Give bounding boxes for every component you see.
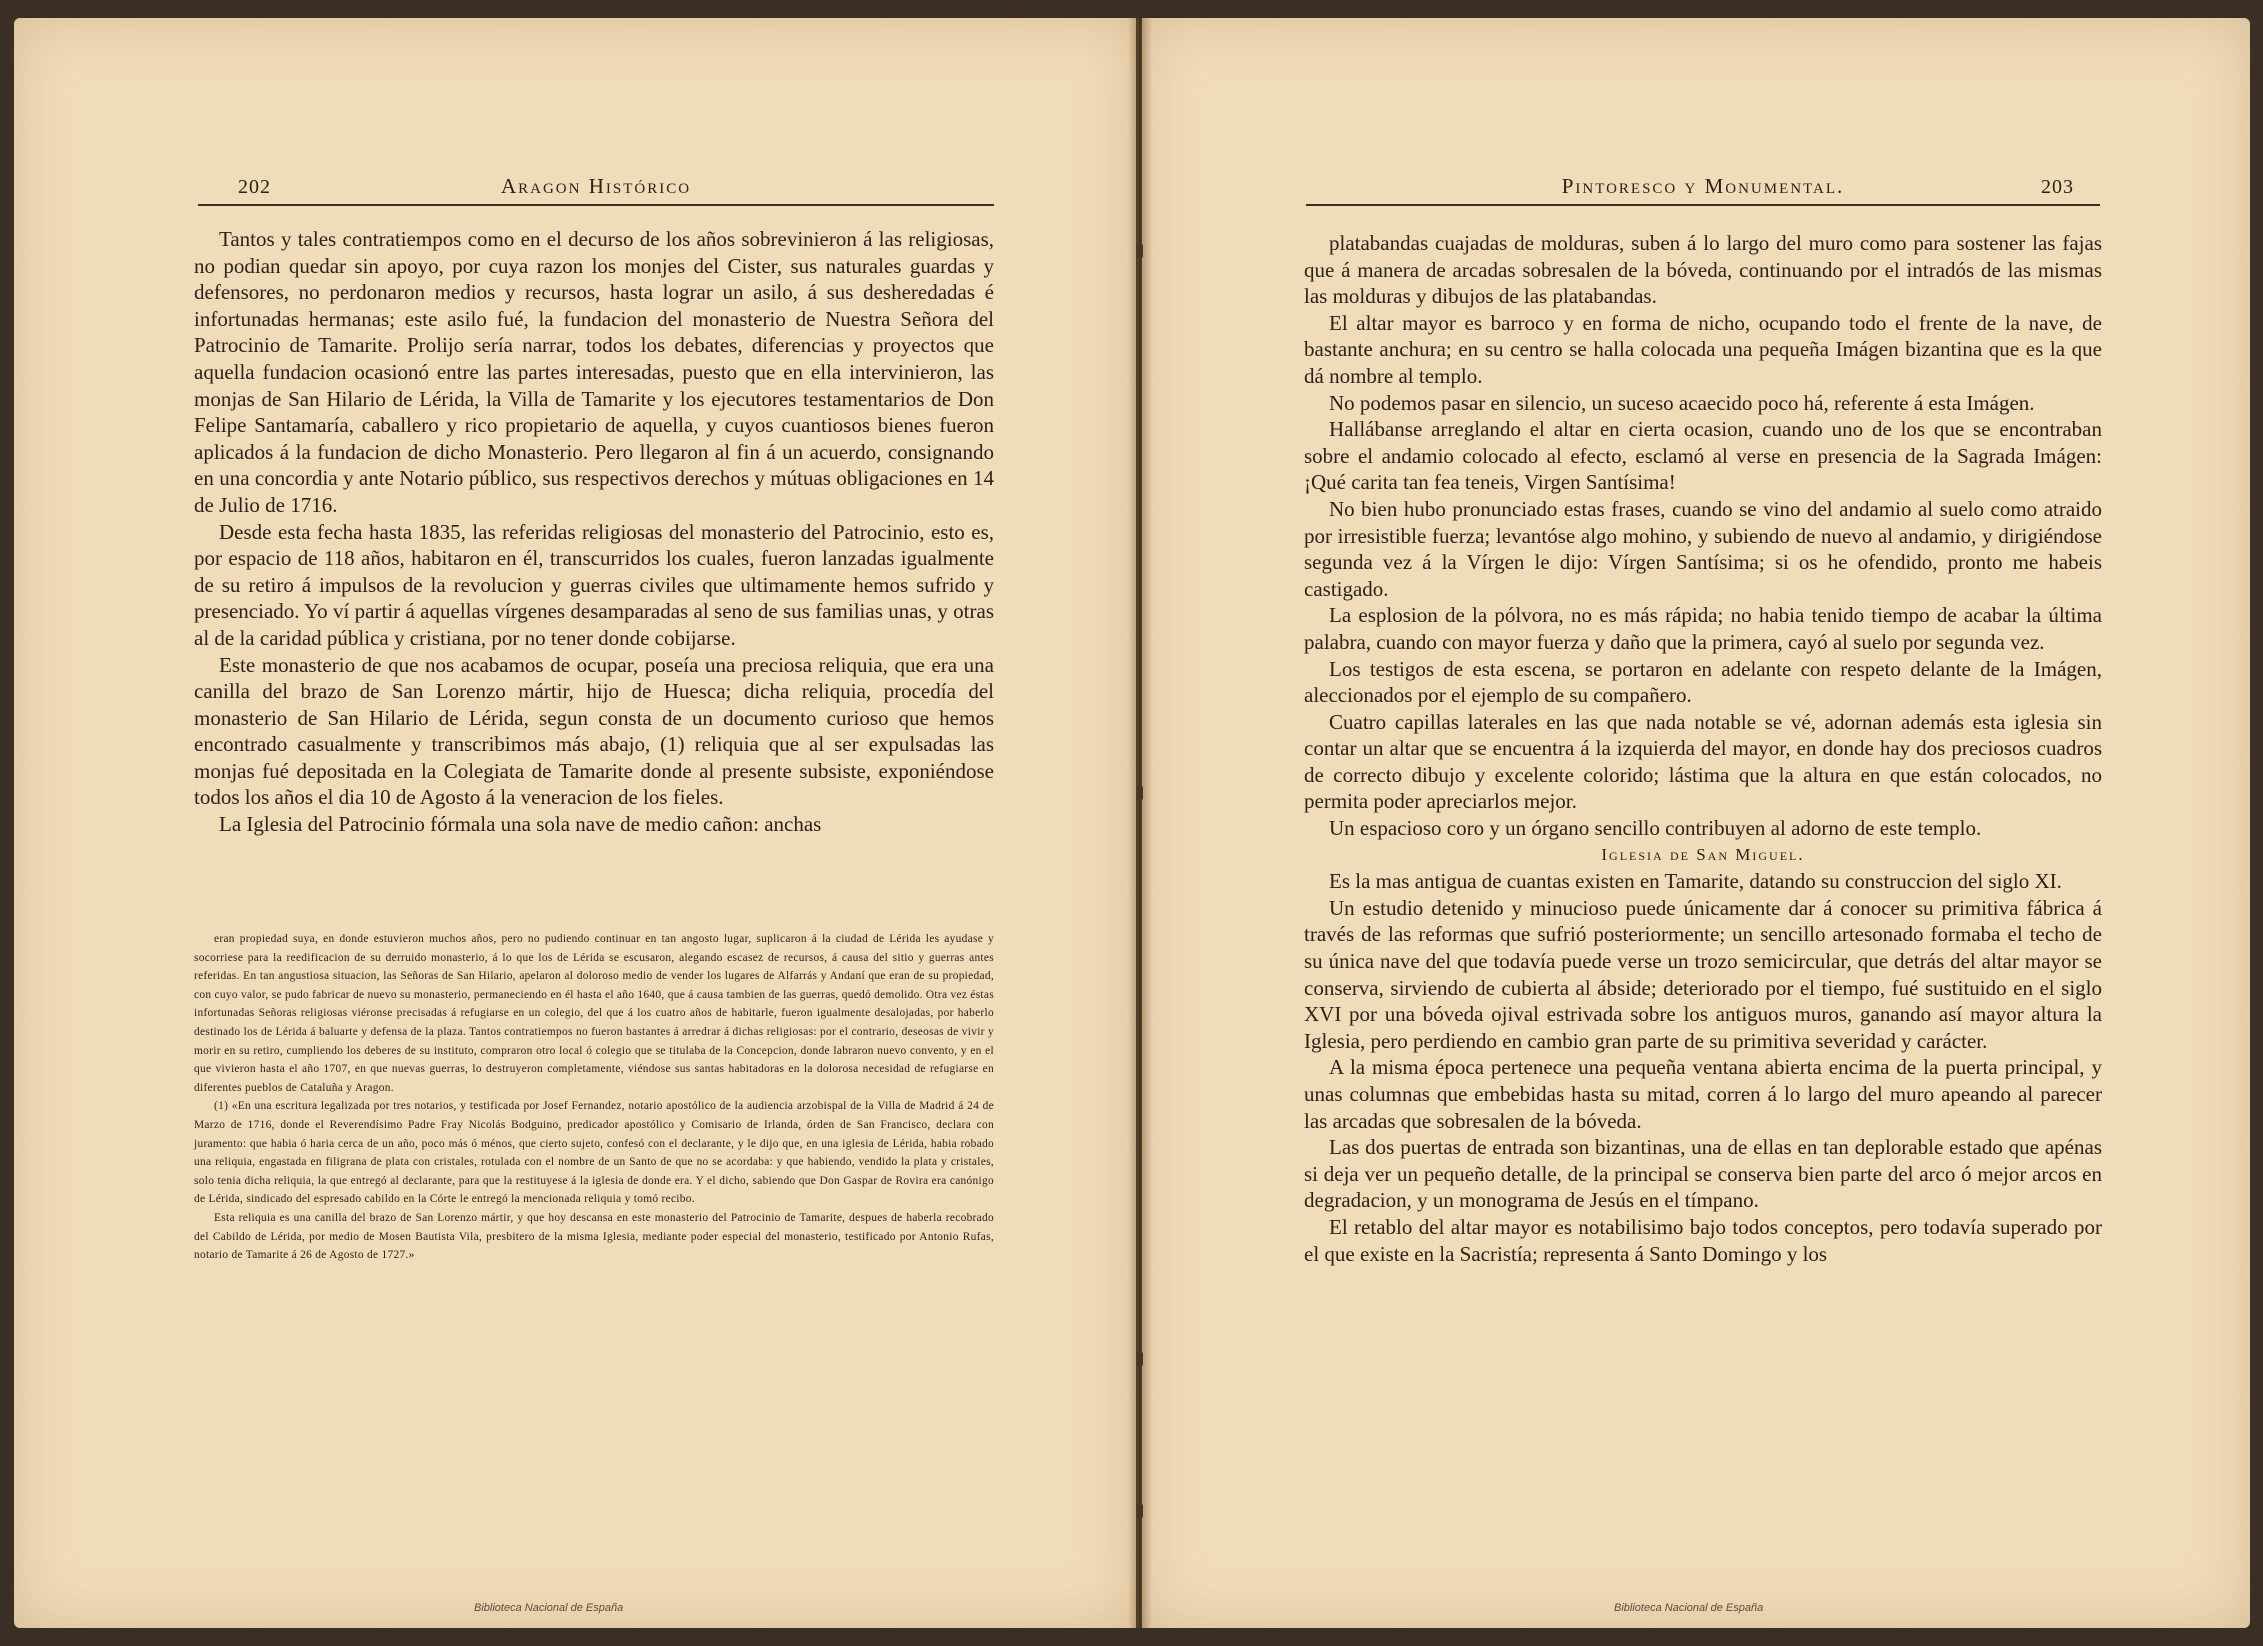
right-paragraph-1: platabandas cuajadas de molduras, suben á lo largo del muro como para sostener las fajas que á manera de arcadas sobresalen de la bóveda, continuando por el intradós de las mismas las molduras y dibujos de las platabandas. — [1304, 231, 2102, 309]
left-library-mark: Biblioteca Nacional de España — [474, 1602, 624, 1614]
footnote-continuation: eran propiedad suya, en donde estuvieron muchos años, pero no pudiendo continuar en tan angosto lugar, suplicaron á la ciudad de Lérida les ayudase y socorriese para la reedificacion de su derruido monasterio, á lo que los de Lérida se escusaron, alegando escasez de recursos, á causa del sitio y guerras antes referidas. En tan angustiosa situacion, las Señoras de San Hilario, apelaron al doloroso medio de vender los lugares de Alfarrás y Andaní que eran de su propiedad, con cuyo valor, se pudo fabricar de nuevo su monasterio, permaneciendo en él hasta el año 1640, que á causa tambien de las guerras, quedó demolido. Otra vez éstas infortunadas Señoras religiosas viéronse precisadas á refugiarse en un colegio, del que á los cuatro años de habitarle, fueron igualmente desalojadas, por haberlo destinado los de Lérida á baluarte y defensa de la plaza. Tantos contratiempos no fueron bastantes á arredrar á dichas religiosas: por el contrario, deseosas de vivir y morir en su retiro, cumpliendo los deberes de su instituto, compraron otro local ó colegio que se titulaba de la Concepcion, donde labraron nuevo convento, y en el que vivieron hasta el año 1707, en que nuevas guerras, lo destruyeron completamente, viéndose sus santas habitadoras en la dolorosa necesidad de refugiarse en diferentes pueblos de Cataluña y Aragon. — [194, 933, 994, 1094]
right-body-text — [1304, 230, 2102, 1267]
right-paragraph-10: Es la mas antigua de cuantas existen en Tamarite, datando su construccion del siglo XI. — [1329, 869, 2062, 894]
left-running-title: Aragon Histórico — [500, 174, 692, 198]
binding-stitch — [1137, 1352, 1143, 1366]
right-paragraph-6: La esplosion de la pólvora, no es más rápida; no habia tenido tiempo de acabar la última palabra, cuando con mayor fuerza y daño que la primera, cayó al suelo por segunda vez. — [1304, 603, 2102, 654]
binding-stitch — [1137, 1504, 1143, 1518]
right-library-mark: Biblioteca Nacional de España — [1614, 1602, 1764, 1614]
left-paragraph-2: Desde esta fecha hasta 1835, las referidas religiosas del monasterio del Patrocinio, esto es, por espacio de 118 años, habitaron en él, transcurridos los cuales, fueron lanzadas igualmente de su retiro á impulsos de la revolucion y guerras civiles que ultimamente hemos sufrido y presenciado. Yo ví partir á aquellas vírgenes desamparadas al seno de sus familias unas, y otras al de la caridad pública y cristiana, por no tener donde cobijarse. — [194, 519, 994, 650]
right-paragraph-13: Las dos puertas de entrada son bizantinas, una de ellas en tan deplorable estado que apénas si deja ver un pequeño detalle, de la principal se conserva bien parte del arco ó mejor arcos en degradacion, y un monograma de Jesús en el tímpano. — [1304, 1135, 2102, 1213]
left-body-text — [194, 226, 994, 838]
footnote-1-continued: Esta reliquia es una canilla del brazo de San Lorenzo mártir, y que hoy descansa en este monasterio del Patrocinio de Tamarite, despues de haberla recobrado del Cabildo de Lérida, por medio de Mosen Bautista Vila, presbitero de la misma Iglesia, mediante poder especial del monasterio, testificado por Antonio Rufas, notario de Tamarite á 26 de Agosto de 1727.» — [194, 1211, 994, 1262]
right-paragraph-11: Un estudio detenido y minucioso puede únicamente dar á conocer su primitiva fábrica á través de las reformas que sufrió posteriormente; un sencillo artesonado formaba el techo de su única nave del que todavía puede verse un trozo semicircular, que detrás del altar mayor se conserva, sirviendo de cubierta al ábside; deteriorado por el tiempo, fué sustituido en el siglo XVI por una bóveda ojival estrivada sobre los antiguos muros, ganando así mayor altura la Iglesia, pero perdiendo en cambio gran parte de su primitiva severidad y carácter. — [1304, 895, 2102, 1053]
right-running-head — [1306, 168, 2100, 206]
left-paragraph-1: Tantos y tales contratiempos como en el decurso de los años sobrevinieron á las religiosas, no podian quedar sin apoyo, por cuya razon los monjes del Cister, sus naturales guardas y defensores, no perdonaron medios y recursos, hasta lograr un asilo, á sus desheredadas é infortunadas hermanas; este asilo fué, la fundacion del monasterio de Nuestra Señora del Patrocinio de Tamarite. Prolijo sería narrar, todos los debates, diferencias y proyectos que aquella fundacion ocasionó entre las partes interesadas, puesto que en ella intervinieron, las monjas de San Hilario de Lérida, la Villa de Tamarite y los ejecutores testamentarios de Don Felipe Santamaría, caballero y rico propietario de aquella, y cuyos cuantiosos bienes fueron aplicados á la fundacion de dicho Monasterio. Pero llegaron al fin á un acuerdo, consignando en una concordia y ante Notario público, sus respectivos derechos y mútuas obligaciones en 14 de Julio de 1716. — [194, 227, 994, 517]
section-heading: Iglesia de San Miguel. — [1601, 844, 1805, 864]
binding-stitch — [1137, 786, 1143, 800]
right-paragraph-14: El retablo del altar mayor es notabilisimo bajo todos conceptos, pero todavía superado por el que existe en la Sacristía; representa á Santo Domingo y los — [1304, 1214, 2102, 1266]
right-running-title: Pintoresco y Monumental. — [1561, 174, 1845, 198]
right-paragraph-4: Hallábanse arreglando el altar en cierta ocasion, cuando uno de los que se encontraban sobre el andamio colocado al efecto, esclamó al verse en presencia de la Sagrada Imágen: ¡Qué carita tan fea teneis, Virgen Santísima! — [1304, 417, 2102, 495]
footnote-1: (1) «En una escritura legalizada por tres notarios, y testificada por Josef Fernandez, notario apostólico de la audiencia arzobispal de la Villa de Madrid á 24 de Marzo de 1716, donde el Reverendísimo Padre Fray Nicolás Bodguino, predicador apostólico y Comisario de Irlanda, órden de San Francisco, declara con juramento: que habia ó haria cerca de un año, poco más ó ménos, que cierto sujeto, confesó con el declarante, y le dijo que, en una iglesia de Lérida, habia robado una reliquia, engastada en filigrana de plata con cristales, rotulada con el nombre de un Santo de que no se acordaba: y que habiendo, vendido la plata y cristales, solo tenia dicha reliquia, la que entregó al declarante, para que la restituyese á la iglesia de donde era. Y el dicho, sabiendo que Don Gaspar de Rovira era canónigo de Lérida, sindicado del espresado cabildo en la Córte le entregó la mencionada reliquia y tomó recibo. — [194, 1100, 994, 1206]
left-paragraph-4: La Iglesia del Patrocinio fórmala una sola nave de medio cañon: anchas — [219, 812, 822, 837]
right-paragraph-5: No bien hubo pronunciado estas frases, cuando se vino del andamio al suelo como atraido por irresistible fuerza; levantóse algo mohino, y subiendo de nuevo al andamio, y dirigiéndose segunda vez á la Vírgen le dijo: Vírgen Santísima; si os he ofendido, pronto me habeis castigado. — [1304, 496, 2102, 601]
book-gutter — [1128, 18, 1152, 1628]
left-page-number: 202 — [238, 176, 271, 198]
right-paragraph-2: El altar mayor es barroco y en forma de nicho, ocupando todo el frente de la nave, de bastante anchura; en su centro se halla colocada una pequeña Imágen bizantina que es la que dá nombre al templo. — [1304, 310, 2102, 388]
right-paragraph-9: Un espacioso coro y un órgano sencillo contribuyen al adorno de este templo. — [1329, 816, 1982, 841]
right-paragraph-12: A la misma época pertenece una pequeña ventana abierta encima de la puerta principal, y unas columnas que embebidas hasta su mitad, corren á lo largo del muro apeando al parecer las arcadas que sobresalen de la bóveda. — [1304, 1055, 2102, 1133]
left-paragraph-3: Este monasterio de que nos acabamos de ocupar, poseía una preciosa reliquia, que era una canilla del brazo de San Lorenzo mártir, hijo de Huesca; dicha reliquia, procedía del monasterio de San Hilario de Lérida, segun consta de un documento curioso que hemos encontrado casualmente y transcribimos más abajo, (1) reliquia que al ser expulsadas las monjas fué depositada en la Colegiata de Tamarite donde al presente subsiste, exponiéndose todos los años el dia 10 de Agosto á la veneracion de los fieles. — [194, 652, 994, 810]
left-running-head — [198, 168, 994, 206]
left-page — [14, 18, 1136, 1628]
right-page — [1142, 18, 2250, 1628]
left-footnotes — [194, 930, 994, 1265]
binding-stitch — [1137, 244, 1143, 258]
right-paragraph-7: Los testigos de esta escena, se portaron en adelante con respeto delante de la Imágen, aleccionados por el ejemplo de su compañero. — [1304, 656, 2102, 708]
right-page-number: 203 — [2041, 176, 2074, 198]
right-paragraph-8: Cuatro capillas laterales en las que nada notable se vé, adornan además esta iglesia sin contar un altar que se encuentra á la izquierda del mayor, en donde hay dos preciosos cuadros de correcto dibujo y excelente colorido; lástima que la altura en que están colocados, no permita poder apreciarlos mejor. — [1304, 709, 2102, 814]
right-paragraph-3: No podemos pasar en silencio, un suceso acaecido poco há, referente á esta Imágen. — [1329, 390, 2035, 415]
